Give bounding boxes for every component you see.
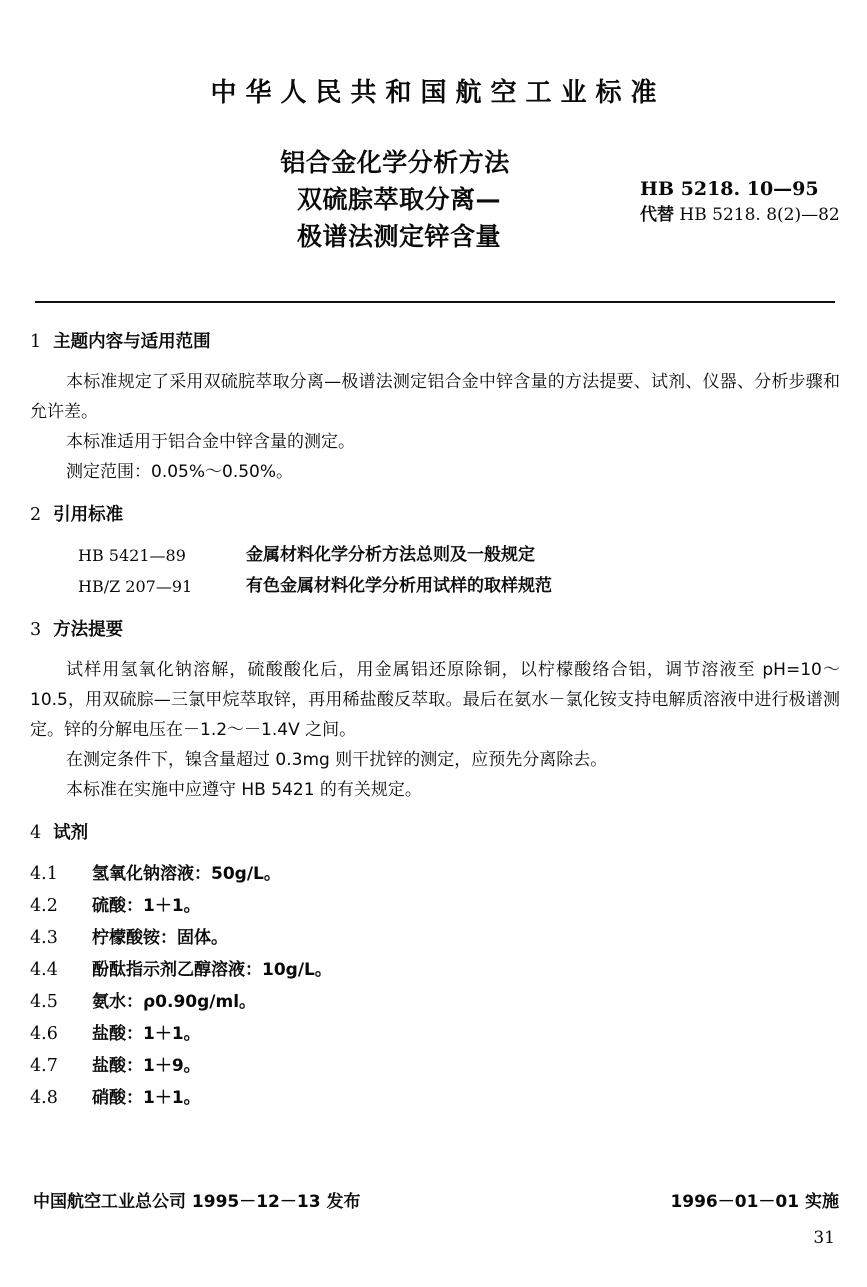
reagent-number: 4.7: [30, 1056, 58, 1076]
reagent-text: 氨水：ρ0.90g/ml。: [92, 992, 257, 1012]
reference-title: 金属材料化学分析方法总则及一般规定: [246, 545, 535, 565]
issuer-and-publish-date: 中国航空工业总公司 1995－12－13 发布: [33, 1192, 361, 1212]
footer-divider: [30, 1182, 838, 1183]
referenced-standards-list: [30, 540, 840, 602]
reagent-text: 硝酸：1＋1。: [92, 1088, 201, 1108]
reference-code: HB 5421—89: [78, 546, 186, 565]
reagent-item: [30, 986, 840, 1018]
section-heading-3: [30, 618, 840, 642]
section-3-paragraph-2: 在测定条件下，镍含量超过 0.3mg 则干扰锌的测定，应预先分离除去。: [66, 750, 608, 770]
spacer: [30, 602, 840, 618]
replaces-standard-number: [640, 202, 860, 228]
reagent-item: [30, 858, 840, 890]
reference-row: [30, 540, 840, 571]
section-number-4: 4: [30, 823, 42, 843]
reagent-text: 酚酞指示剂乙醇溶液：10g/L。: [92, 960, 332, 980]
reagent-number: 4.1: [30, 864, 58, 884]
reagent-number: 4.5: [30, 992, 58, 1012]
reagent-number: 4.6: [30, 1024, 58, 1044]
section-heading-1: [30, 330, 840, 354]
reagent-item: [30, 1050, 840, 1082]
reagent-item: [30, 1082, 840, 1114]
section-title-1: 主题内容与适用范围: [53, 332, 211, 352]
reagent-item: [30, 954, 840, 986]
document-body: [30, 330, 840, 1114]
reagent-text: 盐酸：1＋1。: [92, 1024, 201, 1044]
reagent-text: 氢氧化钠溶液：50g/L。: [92, 864, 281, 884]
spacer: [30, 805, 840, 821]
section-heading-4: [30, 821, 840, 845]
document-title-block: [215, 144, 575, 255]
reagent-item: [30, 890, 840, 922]
reference-code: HB/Z 207—91: [78, 577, 193, 596]
standard-number-block: [640, 176, 860, 228]
reagent-number: 4.8: [30, 1088, 58, 1108]
spacer: [30, 487, 840, 503]
reagent-text: 硫酸：1＋1。: [92, 896, 201, 916]
replaces-label: 代替: [640, 205, 674, 225]
reagent-number: 4.2: [30, 896, 58, 916]
section-number-2: 2: [30, 505, 42, 525]
reference-title: 有色金属材料化学分析用试样的取样规范: [246, 576, 552, 596]
section-number-1: 1: [30, 332, 42, 352]
section-3-paragraph-1: 试样用氢氧化钠溶解，硫酸酸化后，用金属铝还原除铜，以柠檬酸络合铝，调节溶液至 pH=10～10.5，用双硫腙—三氯甲烷萃取锌，再用稀盐酸反萃取。最后在氨水－氯化铵支持电解质溶液中进行极谱测定。锌的分解电压在－1.2～－1.4V 之间。: [30, 660, 840, 740]
section-1-paragraph-3: 测定范围：0.05%～0.50%。: [66, 462, 294, 482]
section-title-2: 引用标准: [53, 505, 124, 525]
section-heading-2: [30, 503, 840, 527]
header-divider: [35, 301, 835, 303]
reagent-item: [30, 1018, 840, 1050]
section-title-4: 试剂: [53, 823, 89, 843]
reagent-number: 4.4: [30, 960, 58, 980]
reference-row: [30, 571, 840, 602]
reagents-list: [30, 858, 840, 1114]
title-line-1: 铝合金化学分析方法: [280, 148, 510, 177]
reagent-text: 柠檬酸铵：固体。: [92, 928, 228, 948]
title-line-2: 双硫腙萃取分离—: [296, 185, 501, 214]
implementation-date: 1996－01－01 实施: [670, 1192, 839, 1212]
section-3-paragraph-3: 本标准在实施中应遵守 HB 5421 的有关规定。: [66, 780, 422, 800]
section-title-3: 方法提要: [53, 620, 124, 640]
reagent-text: 盐酸：1＋9。: [92, 1056, 201, 1076]
standard-number: HB 5218. 10—95: [640, 178, 819, 200]
reagent-number: 4.3: [30, 928, 58, 948]
title-line-3: 极谱法测定锌含量: [296, 222, 501, 251]
section-1-paragraph-2: 本标准适用于铝合金中锌含量的测定。: [66, 432, 355, 452]
page-number: 31: [813, 1228, 835, 1248]
replaces-number: HB 5218. 8(2)—82: [679, 205, 840, 225]
section-1-paragraph-1: 本标准规定了采用双硫脘萃取分离—极谱法测定铝合金中锌含量的方法提要、试剂、仪器、分析步骤和允许差。: [30, 372, 840, 422]
section-number-3: 3: [30, 620, 42, 640]
reagent-item: [30, 922, 840, 954]
masthead-title: 中华人民共和国航空工业标准: [210, 78, 666, 108]
